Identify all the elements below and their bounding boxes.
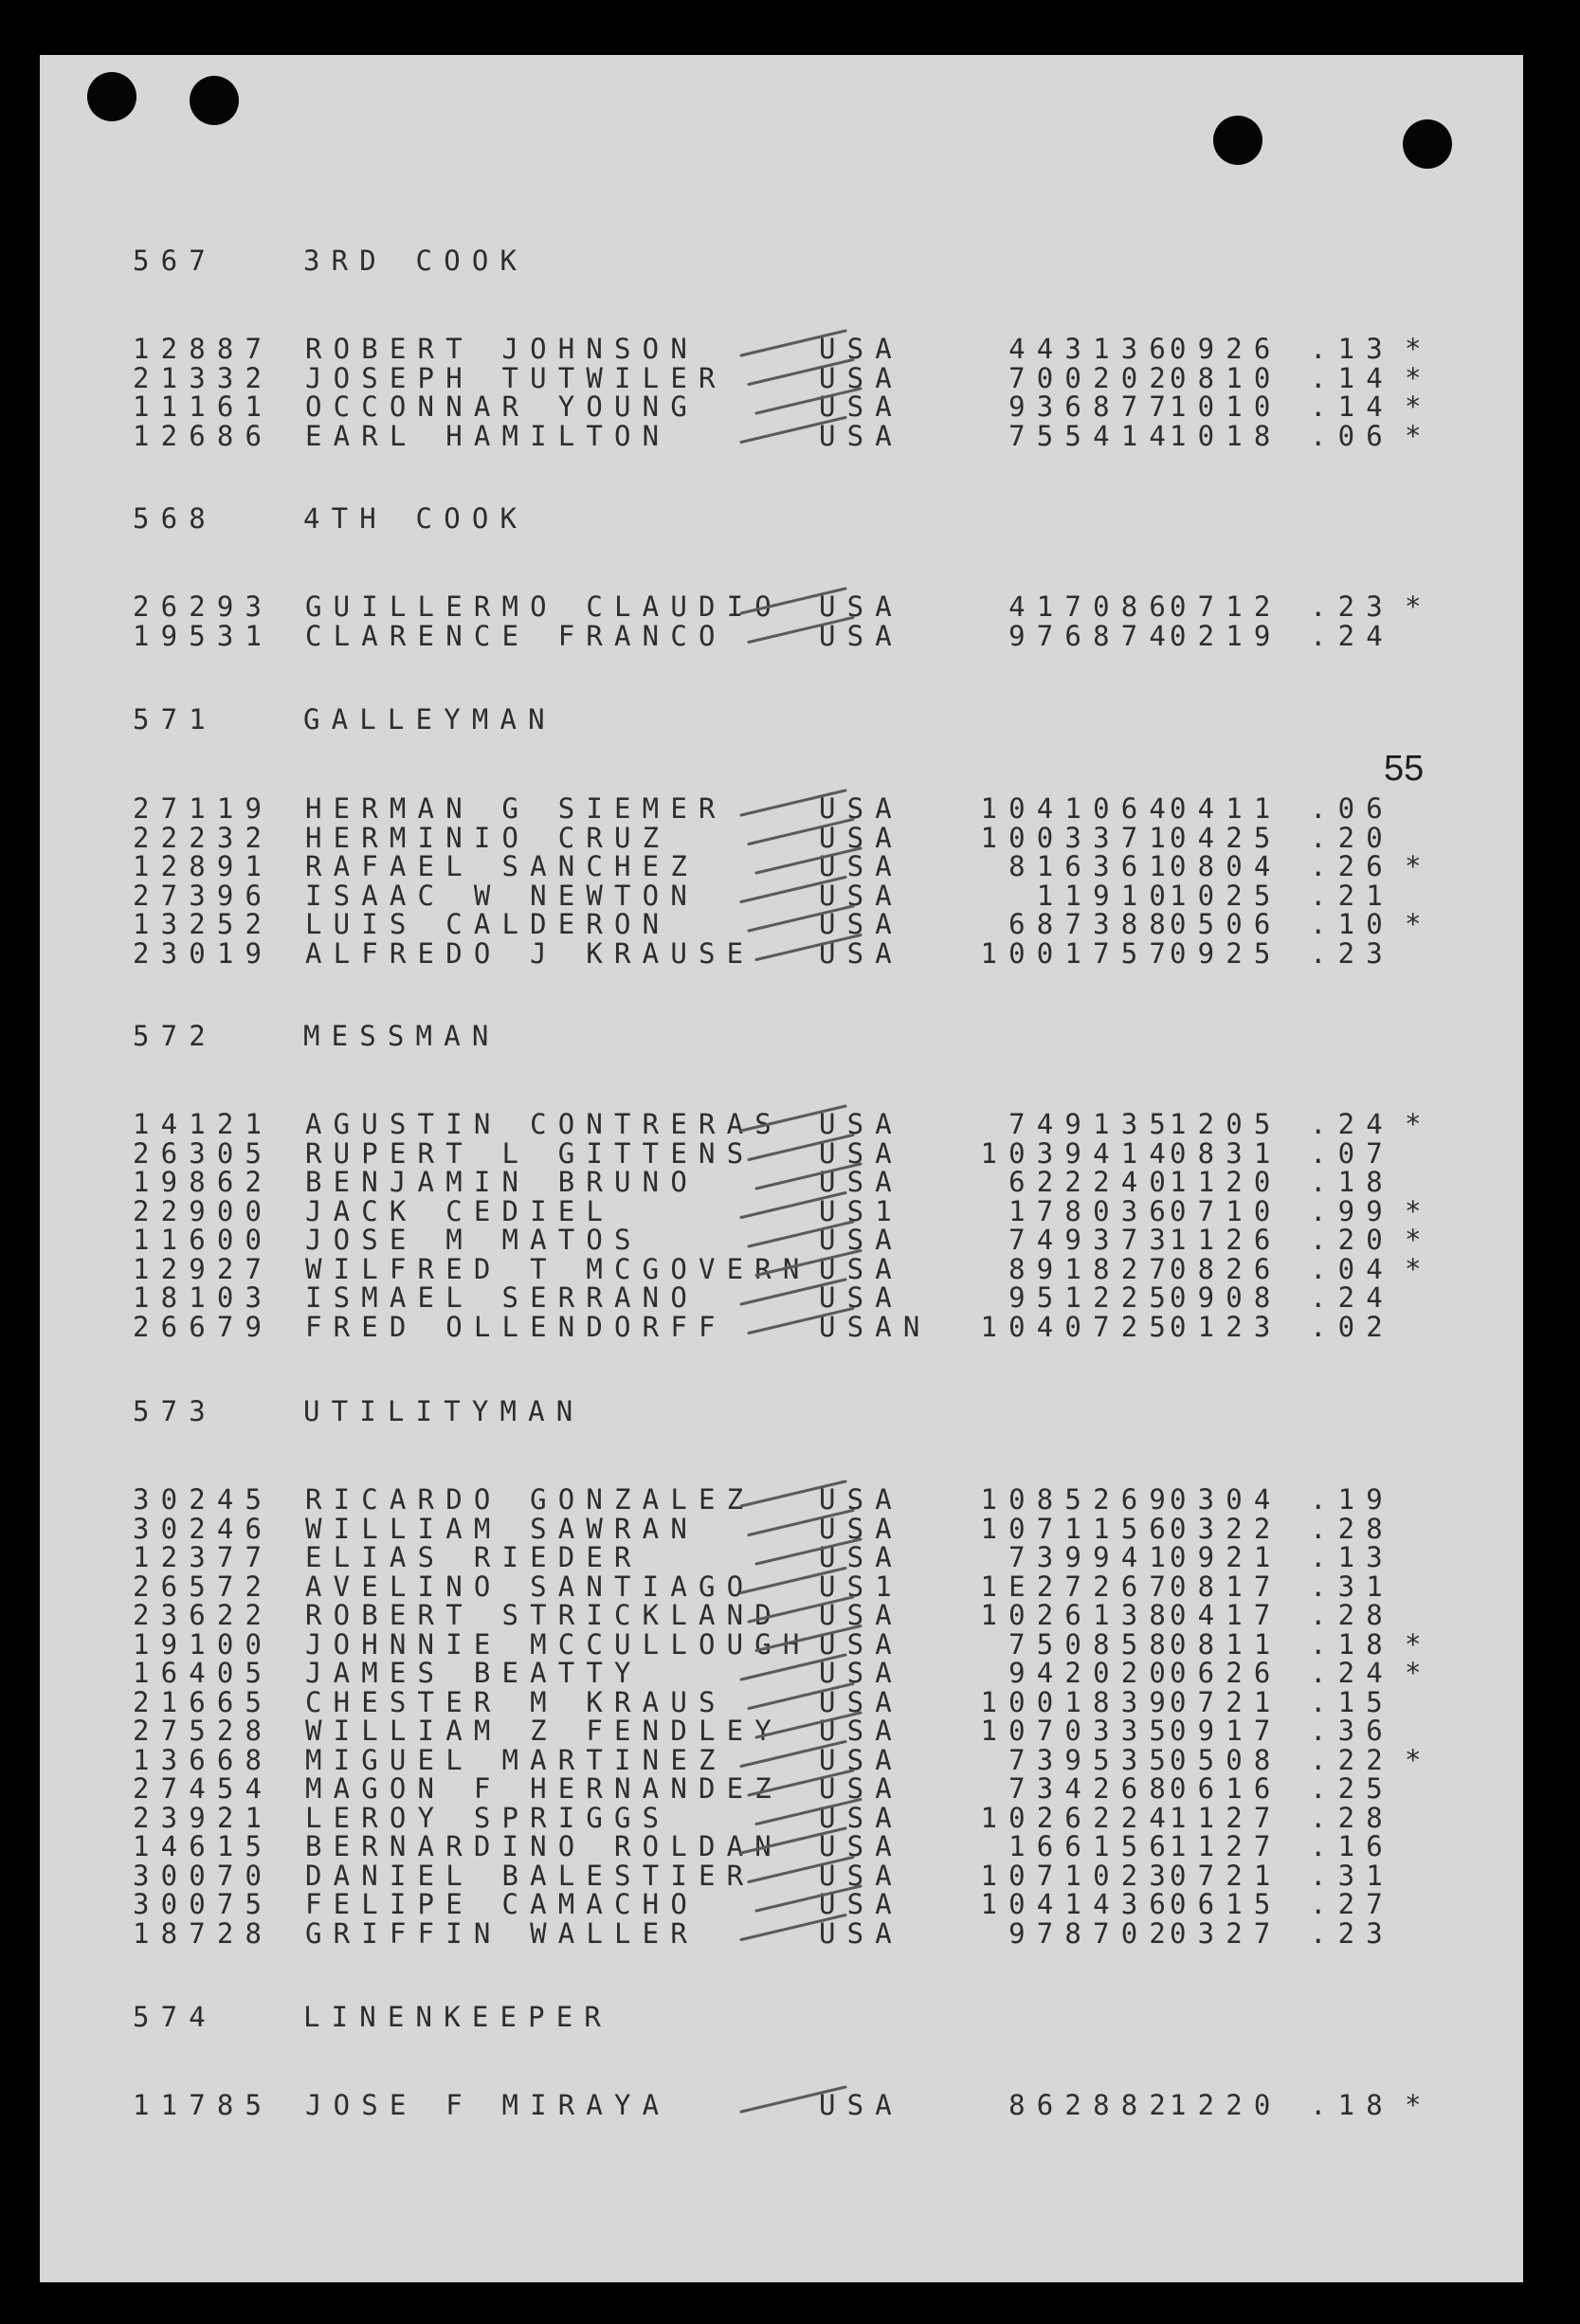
crew-row bbox=[40, 1110, 1462, 1138]
document-number: 749135 bbox=[1008, 1108, 1177, 1140]
crew-row bbox=[40, 335, 1462, 363]
crew-id: 22900 bbox=[133, 1194, 274, 1227]
citizenship: USA bbox=[819, 1888, 903, 1920]
citizenship: USA bbox=[819, 1483, 903, 1516]
date-code: 1120 bbox=[1170, 1166, 1282, 1198]
crew-name: BERNARDINO ROLDAN bbox=[305, 1830, 783, 1862]
date-code: 0506 bbox=[1170, 908, 1282, 940]
citizenship: USA bbox=[819, 908, 903, 940]
rate: .14 bbox=[1310, 361, 1394, 394]
crew-row bbox=[40, 852, 1462, 881]
crew-id: 11785 bbox=[133, 2089, 274, 2121]
document-number: 11910 bbox=[1036, 879, 1177, 912]
citizenship: USA bbox=[819, 1627, 903, 1661]
crew-name: BENJAMIN BRUNO bbox=[305, 1166, 699, 1198]
rate: .02 bbox=[1310, 1310, 1394, 1343]
crew-id: 12927 bbox=[133, 1252, 274, 1285]
crew-id: 22232 bbox=[133, 821, 274, 854]
crew-name: JOSE F MIRAYA bbox=[305, 2089, 671, 2121]
document-number: 739535 bbox=[1008, 1743, 1177, 1776]
rate: .13 bbox=[1310, 1541, 1394, 1573]
date-code: 0831 bbox=[1170, 1136, 1282, 1170]
section-title: 4TH COOK bbox=[303, 502, 529, 535]
document-number: 978702 bbox=[1008, 1916, 1177, 1950]
crew-name: HERMAN G SIEMER bbox=[305, 792, 727, 825]
document-number: 891827 bbox=[1008, 1252, 1177, 1285]
crew-id: 21665 bbox=[133, 1685, 274, 1718]
crew-id: 12686 bbox=[133, 419, 274, 452]
crew-name: JOSE M MATOS bbox=[305, 1224, 643, 1256]
document-number: 417086 bbox=[1008, 590, 1177, 623]
document-number: 1026138 bbox=[980, 1599, 1177, 1631]
section-title: GALLEYMAN bbox=[303, 703, 556, 735]
section-title: MESSMAN bbox=[303, 1020, 500, 1052]
date-code: 0615 bbox=[1170, 1888, 1282, 1920]
crew-name: FRED OLLENDORFF bbox=[305, 1310, 727, 1343]
date-code: 1025 bbox=[1170, 879, 1282, 912]
section-title: 3RD COOK bbox=[303, 245, 529, 277]
citizenship: USA bbox=[819, 1224, 903, 1256]
rate: .18 bbox=[1310, 1166, 1394, 1198]
rate: .23 bbox=[1310, 590, 1394, 623]
rate: .23 bbox=[1310, 1916, 1394, 1950]
crew-name: ELIAS RIEDER bbox=[305, 1541, 643, 1573]
citizenship: USA bbox=[819, 1743, 903, 1776]
crew-name: JOHNNIE MCCULLOUGH bbox=[305, 1627, 811, 1661]
crew-name: OCCONNAR YOUNG bbox=[305, 390, 699, 423]
asterisk-mark: * bbox=[1405, 1194, 1433, 1227]
citizenship: US1 bbox=[819, 1570, 903, 1603]
date-code: 1018 bbox=[1170, 419, 1282, 452]
document-number: 749373 bbox=[1008, 1224, 1177, 1256]
rate: .24 bbox=[1310, 1657, 1394, 1689]
crew-name: MIGUEL MARTINEZ bbox=[305, 1743, 727, 1776]
crew-row bbox=[40, 1252, 1462, 1285]
citizenship: USA bbox=[819, 1916, 903, 1950]
crew-row bbox=[40, 619, 1462, 652]
citizenship: USA bbox=[819, 419, 903, 452]
rate: .10 bbox=[1310, 908, 1394, 940]
asterisk-mark: * bbox=[1405, 390, 1433, 423]
crew-name: ISMAEL SERRANO bbox=[305, 1281, 699, 1314]
crew-id: 21332 bbox=[133, 361, 274, 394]
rate: .22 bbox=[1310, 1743, 1394, 1776]
citizenship: US1 bbox=[819, 1194, 903, 1227]
document-number: 734268 bbox=[1008, 1772, 1177, 1805]
crew-name: DANIEL BALESTIER bbox=[305, 1859, 755, 1892]
date-code: 0926 bbox=[1170, 333, 1282, 365]
asterisk-mark: * bbox=[1405, 419, 1433, 452]
crew-id: 11600 bbox=[133, 1224, 274, 1256]
rate: .31 bbox=[1310, 1570, 1394, 1603]
crew-row bbox=[40, 361, 1462, 394]
asterisk-mark: * bbox=[1405, 2089, 1433, 2121]
crew-row bbox=[40, 1743, 1462, 1776]
asterisk-mark: * bbox=[1405, 1224, 1433, 1256]
section-title: LINENKEEPER bbox=[303, 2001, 613, 2033]
crew-id: 30245 bbox=[133, 1483, 274, 1516]
date-code: 0721 bbox=[1170, 1685, 1282, 1718]
crew-row bbox=[40, 1194, 1462, 1227]
crew-list bbox=[40, 55, 1523, 2282]
crew-row bbox=[40, 1659, 1462, 1687]
section-header bbox=[133, 1397, 584, 1425]
date-code: 1127 bbox=[1170, 1830, 1282, 1862]
rate: .24 bbox=[1310, 1108, 1394, 1140]
document-number: 443136 bbox=[1008, 333, 1177, 365]
crew-id: 16405 bbox=[133, 1657, 274, 1689]
date-code: 0817 bbox=[1170, 1570, 1282, 1603]
citizenship: USA bbox=[819, 1252, 903, 1285]
crew-row bbox=[40, 1485, 1462, 1514]
rate: .28 bbox=[1310, 1599, 1394, 1631]
date-code: 0917 bbox=[1170, 1715, 1282, 1747]
crew-row bbox=[40, 936, 1462, 970]
rate: .18 bbox=[1310, 1627, 1394, 1661]
crew-id: 26572 bbox=[133, 1570, 274, 1603]
document-number: 739941 bbox=[1008, 1541, 1177, 1573]
crew-id: 26679 bbox=[133, 1310, 274, 1343]
document-number: 700202 bbox=[1008, 361, 1177, 394]
crew-name: LUIS CALDERON bbox=[305, 908, 671, 940]
date-code: 0425 bbox=[1170, 821, 1282, 854]
citizenship: USA bbox=[819, 1281, 903, 1314]
citizenship: USA bbox=[819, 390, 903, 423]
document-number: 1E27267 bbox=[980, 1570, 1177, 1603]
rate: .06 bbox=[1310, 419, 1394, 452]
crew-name: RAFAEL SANCHEZ bbox=[305, 850, 699, 882]
document-number: 166156 bbox=[1008, 1830, 1177, 1862]
crew-id: 30075 bbox=[133, 1888, 274, 1920]
citizenship: USA bbox=[819, 1512, 903, 1545]
rate: .99 bbox=[1310, 1194, 1394, 1227]
crew-id: 11161 bbox=[133, 390, 274, 423]
date-code: 1220 bbox=[1170, 2089, 1282, 2121]
document-number: 1003371 bbox=[980, 821, 1177, 854]
crew-row bbox=[40, 592, 1462, 621]
asterisk-mark: * bbox=[1405, 1252, 1433, 1285]
crew-name: MAGON F HERNANDEZ bbox=[305, 1772, 783, 1805]
document-number: 622240 bbox=[1008, 1166, 1177, 1198]
rate: .24 bbox=[1310, 1281, 1394, 1314]
crew-row bbox=[40, 881, 1462, 910]
crew-id: 14121 bbox=[133, 1108, 274, 1140]
rate: .24 bbox=[1310, 619, 1394, 652]
crew-id: 27454 bbox=[133, 1772, 274, 1805]
crew-id: 18103 bbox=[133, 1281, 274, 1314]
rate: .19 bbox=[1310, 1483, 1394, 1516]
date-code: 0327 bbox=[1170, 1916, 1282, 1950]
page-number: 55 bbox=[1384, 749, 1425, 789]
crew-name: ROBERT STRICKLAND bbox=[305, 1599, 783, 1631]
rate: .31 bbox=[1310, 1859, 1394, 1892]
crew-row bbox=[40, 821, 1462, 854]
crew-row bbox=[40, 1716, 1462, 1745]
date-code: 0417 bbox=[1170, 1599, 1282, 1631]
date-code: 0710 bbox=[1170, 1194, 1282, 1227]
crew-id: 26293 bbox=[133, 590, 274, 623]
section-code: 571 bbox=[133, 703, 217, 735]
document-number: 687388 bbox=[1008, 908, 1177, 940]
citizenship: USA bbox=[819, 1801, 903, 1834]
document-number: 1001839 bbox=[980, 1685, 1177, 1718]
crew-row bbox=[40, 1601, 1462, 1629]
crew-id: 26305 bbox=[133, 1136, 274, 1170]
crew-id: 19100 bbox=[133, 1627, 274, 1661]
document-number: 1040725 bbox=[980, 1310, 1177, 1343]
crew-id: 12377 bbox=[133, 1541, 274, 1573]
asterisk-mark: * bbox=[1405, 1657, 1433, 1689]
paper-sheet bbox=[40, 55, 1523, 2282]
crew-row bbox=[40, 1543, 1462, 1571]
crew-name: ROBERT JOHNSON bbox=[305, 333, 699, 365]
crew-id: 27528 bbox=[133, 1715, 274, 1747]
citizenship: USA bbox=[819, 792, 903, 825]
date-code: 0811 bbox=[1170, 1627, 1282, 1661]
rate: .20 bbox=[1310, 821, 1394, 854]
date-code: 0925 bbox=[1170, 936, 1282, 970]
crew-row bbox=[40, 1774, 1462, 1803]
rate: .28 bbox=[1310, 1801, 1394, 1834]
citizenship: USA bbox=[819, 821, 903, 854]
citizenship: USA bbox=[819, 1715, 903, 1747]
crew-row bbox=[40, 1512, 1462, 1545]
rate: .26 bbox=[1310, 850, 1394, 882]
citizenship: USA bbox=[819, 333, 903, 365]
citizenship: USA bbox=[819, 1830, 903, 1862]
section-code: 568 bbox=[133, 502, 217, 535]
date-code: 0304 bbox=[1170, 1483, 1282, 1516]
crew-name: ALFREDO J KRAUSE bbox=[305, 936, 755, 970]
rate: .21 bbox=[1310, 879, 1394, 912]
crew-name: AGUSTIN CONTRERAS bbox=[305, 1108, 783, 1140]
crew-name: JAMES BEATTY bbox=[305, 1657, 643, 1689]
date-code: 0508 bbox=[1170, 1743, 1282, 1776]
citizenship: USA bbox=[819, 1136, 903, 1170]
citizenship: USA bbox=[819, 879, 903, 912]
crew-name: RUPERT L GITTENS bbox=[305, 1136, 755, 1170]
document-number: 1026224 bbox=[980, 1801, 1177, 1834]
asterisk-mark: * bbox=[1405, 908, 1433, 940]
crew-row bbox=[40, 1685, 1462, 1718]
document-number: 1071156 bbox=[980, 1512, 1177, 1545]
crew-name: LEROY SPRIGGS bbox=[305, 1801, 671, 1834]
crew-name: HERMINIO CRUZ bbox=[305, 821, 671, 854]
citizenship: USA bbox=[819, 1772, 903, 1805]
citizenship: USA bbox=[819, 1541, 903, 1573]
document-number: 1071023 bbox=[980, 1859, 1177, 1892]
asterisk-mark: * bbox=[1405, 1627, 1433, 1661]
citizenship: USA bbox=[819, 936, 903, 970]
citizenship: USA bbox=[819, 590, 903, 623]
crew-name: CLARENCE FRANCO bbox=[305, 619, 727, 652]
crew-row bbox=[40, 392, 1462, 421]
asterisk-mark: * bbox=[1405, 361, 1433, 394]
crew-id: 23921 bbox=[133, 1801, 274, 1834]
document-number: 1001757 bbox=[980, 936, 1177, 970]
date-code: 0921 bbox=[1170, 1541, 1282, 1573]
citizenship: USA bbox=[819, 619, 903, 652]
rate: .15 bbox=[1310, 1685, 1394, 1718]
document-number: 862882 bbox=[1008, 2089, 1177, 2121]
crew-id: 12887 bbox=[133, 333, 274, 365]
section-header bbox=[133, 504, 528, 533]
crew-id: 30070 bbox=[133, 1859, 274, 1892]
document-number: 178036 bbox=[1008, 1194, 1177, 1227]
crew-row bbox=[40, 1801, 1462, 1834]
crew-name: AVELINO SANTIAGO bbox=[305, 1570, 755, 1603]
citizenship: USAN bbox=[819, 1310, 932, 1343]
rate: .16 bbox=[1310, 1830, 1394, 1862]
date-code: 0626 bbox=[1170, 1657, 1282, 1689]
crew-row bbox=[40, 419, 1462, 452]
document-number: 1041064 bbox=[980, 792, 1177, 825]
document-number: 1039414 bbox=[980, 1136, 1177, 1170]
date-code: 0411 bbox=[1170, 792, 1282, 825]
crew-row bbox=[40, 1832, 1462, 1861]
crew-id: 12891 bbox=[133, 850, 274, 882]
citizenship: USA bbox=[819, 2089, 903, 2121]
date-code: 0804 bbox=[1170, 850, 1282, 882]
crew-name: WILFRED T MCGOVERN bbox=[305, 1252, 811, 1285]
date-code: 1127 bbox=[1170, 1801, 1282, 1834]
rate: .07 bbox=[1310, 1136, 1394, 1170]
citizenship: USA bbox=[819, 1108, 903, 1140]
crew-name: CHESTER M KRAUS bbox=[305, 1685, 727, 1718]
citizenship: USA bbox=[819, 361, 903, 394]
document-number: 1085269 bbox=[980, 1483, 1177, 1516]
document-number: 936877 bbox=[1008, 390, 1177, 423]
crew-name: ISAAC W NEWTON bbox=[305, 879, 699, 912]
section-code: 572 bbox=[133, 1020, 217, 1052]
date-code: 0721 bbox=[1170, 1859, 1282, 1892]
section-code: 567 bbox=[133, 245, 217, 277]
crew-row bbox=[40, 1168, 1462, 1196]
crew-id: 14615 bbox=[133, 1830, 274, 1862]
rate: .04 bbox=[1310, 1252, 1394, 1285]
date-code: 0810 bbox=[1170, 361, 1282, 394]
crew-name: RICARDO GONZALEZ bbox=[305, 1483, 755, 1516]
crew-row bbox=[40, 1627, 1462, 1661]
crew-row bbox=[40, 1861, 1462, 1890]
asterisk-mark: * bbox=[1405, 1108, 1433, 1140]
section-header bbox=[133, 2003, 612, 2031]
crew-id: 30246 bbox=[133, 1512, 274, 1545]
crew-name: JACK CEDIEL bbox=[305, 1194, 615, 1227]
crew-row bbox=[40, 1916, 1462, 1950]
crew-name: GRIFFIN WALLER bbox=[305, 1916, 699, 1950]
crew-id: 27396 bbox=[133, 879, 274, 912]
crew-row bbox=[40, 1890, 1462, 1918]
crew-row bbox=[40, 1283, 1462, 1312]
crew-id: 19531 bbox=[133, 619, 274, 652]
rate: .20 bbox=[1310, 1224, 1394, 1256]
crew-row bbox=[40, 1310, 1462, 1343]
crew-name: EARL HAMILTON bbox=[305, 419, 671, 452]
asterisk-mark: * bbox=[1405, 333, 1433, 365]
citizenship: USA bbox=[819, 1685, 903, 1718]
document-number: 951225 bbox=[1008, 1281, 1177, 1314]
crew-id: 13668 bbox=[133, 1743, 274, 1776]
citizenship: USA bbox=[819, 1859, 903, 1892]
crew-id: 19862 bbox=[133, 1166, 274, 1198]
rate: .27 bbox=[1310, 1888, 1394, 1920]
document-number: 755414 bbox=[1008, 419, 1177, 452]
section-title: UTILITYMAN bbox=[303, 1395, 585, 1427]
asterisk-mark: * bbox=[1405, 590, 1433, 623]
date-code: 0123 bbox=[1170, 1310, 1282, 1343]
rate: .06 bbox=[1310, 792, 1394, 825]
citizenship: USA bbox=[819, 1657, 903, 1689]
section-header bbox=[133, 1022, 499, 1050]
crew-name: GUILLERMO CLAUDIO bbox=[305, 590, 783, 623]
crew-row bbox=[40, 910, 1462, 938]
date-code: 0616 bbox=[1170, 1772, 1282, 1805]
date-code: 1126 bbox=[1170, 1224, 1282, 1256]
crew-id: 23622 bbox=[133, 1599, 274, 1631]
crew-id: 27119 bbox=[133, 792, 274, 825]
crew-name: WILLIAM Z FENDLEY bbox=[305, 1715, 783, 1747]
date-code: 0322 bbox=[1170, 1512, 1282, 1545]
rate: .13 bbox=[1310, 333, 1394, 365]
crew-name: WILLIAM SAWRAN bbox=[305, 1512, 699, 1545]
citizenship: USA bbox=[819, 850, 903, 882]
rate: .18 bbox=[1310, 2089, 1394, 2121]
crew-row bbox=[40, 1136, 1462, 1170]
section-code: 574 bbox=[133, 2001, 217, 2033]
crew-row bbox=[40, 2091, 1462, 2119]
asterisk-mark: * bbox=[1405, 850, 1433, 882]
asterisk-mark: * bbox=[1405, 1743, 1433, 1776]
section-code: 573 bbox=[133, 1395, 217, 1427]
crew-row bbox=[40, 1226, 1462, 1254]
crew-row bbox=[40, 1572, 1462, 1601]
document-number: 1041436 bbox=[980, 1888, 1177, 1920]
section-header bbox=[133, 705, 556, 734]
date-code: 0826 bbox=[1170, 1252, 1282, 1285]
date-code: 1010 bbox=[1170, 390, 1282, 423]
rate: .23 bbox=[1310, 936, 1394, 970]
section-header bbox=[133, 246, 528, 275]
date-code: 0712 bbox=[1170, 590, 1282, 623]
crew-name: FELIPE CAMACHO bbox=[305, 1888, 699, 1920]
crew-id: 13252 bbox=[133, 908, 274, 940]
rate: .36 bbox=[1310, 1715, 1394, 1747]
document-number: 942020 bbox=[1008, 1657, 1177, 1689]
document-number: 816361 bbox=[1008, 850, 1177, 882]
rate: .14 bbox=[1310, 390, 1394, 423]
document-number: 750858 bbox=[1008, 1627, 1177, 1661]
date-code: 0219 bbox=[1170, 619, 1282, 652]
citizenship: USA bbox=[819, 1599, 903, 1631]
document-number: 1070335 bbox=[980, 1715, 1177, 1747]
date-code: 0908 bbox=[1170, 1281, 1282, 1314]
rate: .25 bbox=[1310, 1772, 1394, 1805]
document-number: 976874 bbox=[1008, 619, 1177, 652]
citizenship: USA bbox=[819, 1166, 903, 1198]
crew-id: 23019 bbox=[133, 936, 274, 970]
rate: .28 bbox=[1310, 1512, 1394, 1545]
crew-row bbox=[40, 794, 1462, 823]
crew-id: 18728 bbox=[133, 1916, 274, 1950]
crew-name: JOSEPH TUTWILER bbox=[305, 361, 727, 394]
date-code: 1205 bbox=[1170, 1108, 1282, 1140]
